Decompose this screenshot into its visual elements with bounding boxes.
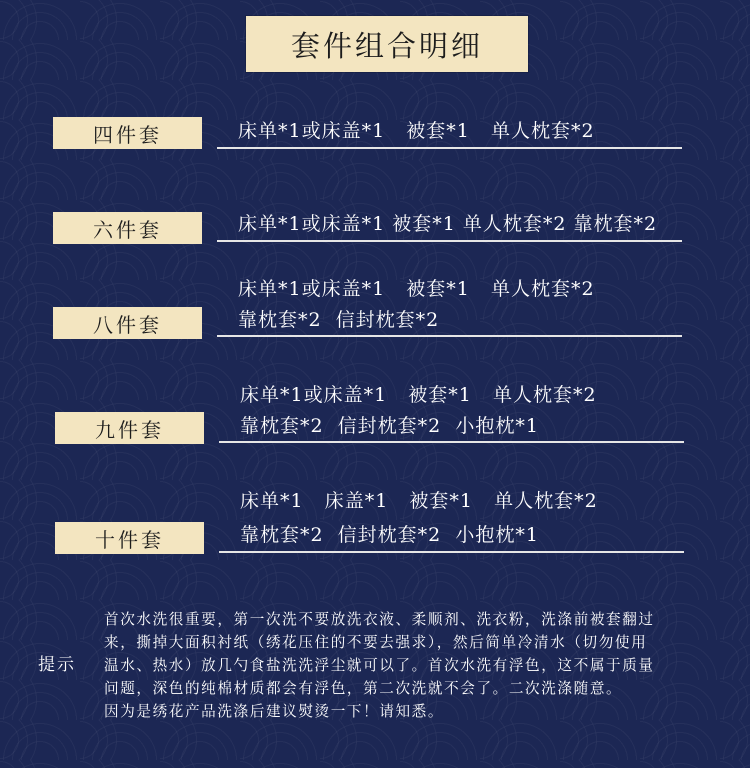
- tip-line: 温水、热水）放几勺食盐洗洗浮尘就可以了。首次水洗有浮色，这不属于质量: [104, 657, 655, 674]
- set-label-eight: 八件套: [53, 307, 202, 339]
- divider-nine: [219, 441, 684, 443]
- set-label-nine: 九件套: [55, 412, 204, 444]
- tip-line: 首次水洗很重要，第一次洗不要放洗衣液、柔顺剂、洗衣粉，洗涤前被套翻过: [104, 611, 655, 628]
- set-label-four: 四件套: [53, 117, 202, 149]
- set-items-four-line-1: 床单*1或床盖*1 被套*1 单人枕套*2: [238, 120, 595, 142]
- set-items-nine-line-1: 床单*1或床盖*1 被套*1 单人枕套*2: [240, 384, 597, 406]
- set-items-six-line-1: 床单*1或床盖*1 被套*1 单人枕套*2 靠枕套*2: [238, 213, 658, 235]
- set-items-eight-line-2: 靠枕套*2 信封枕套*2: [238, 309, 440, 331]
- divider-four: [217, 147, 682, 149]
- set-items-eight-line-1: 床单*1或床盖*1 被套*1 单人枕套*2: [238, 278, 595, 300]
- set-label-ten: 十件套: [55, 522, 204, 554]
- set-items-ten-line-1: 床单*1 床盖*1 被套*1 单人枕套*2: [240, 490, 598, 512]
- divider-ten: [219, 551, 684, 553]
- tip-line: 问题，深色的纯棉材质都会有浮色，第二次洗就不会了。二次洗涤随意。: [104, 680, 623, 697]
- tip-line: 来，撕掉大面积衬纸（绣花压住的不要去强求），然后简单冷清水（切勿使用: [104, 634, 648, 651]
- set-label-six: 六件套: [53, 212, 202, 244]
- tip-line: 因为是绣花产品洗涤后建议熨烫一下！请知悉。: [104, 703, 445, 720]
- divider-six: [217, 240, 682, 242]
- set-items-ten-line-2: 靠枕套*2 信封枕套*2 小抱枕*1: [240, 524, 539, 546]
- set-items-nine-line-2: 靠枕套*2 信封枕套*2 小抱枕*1: [240, 415, 539, 437]
- page-title: 套件组合明细: [246, 16, 528, 72]
- divider-eight: [217, 335, 682, 337]
- tip-label: 提示: [38, 655, 76, 675]
